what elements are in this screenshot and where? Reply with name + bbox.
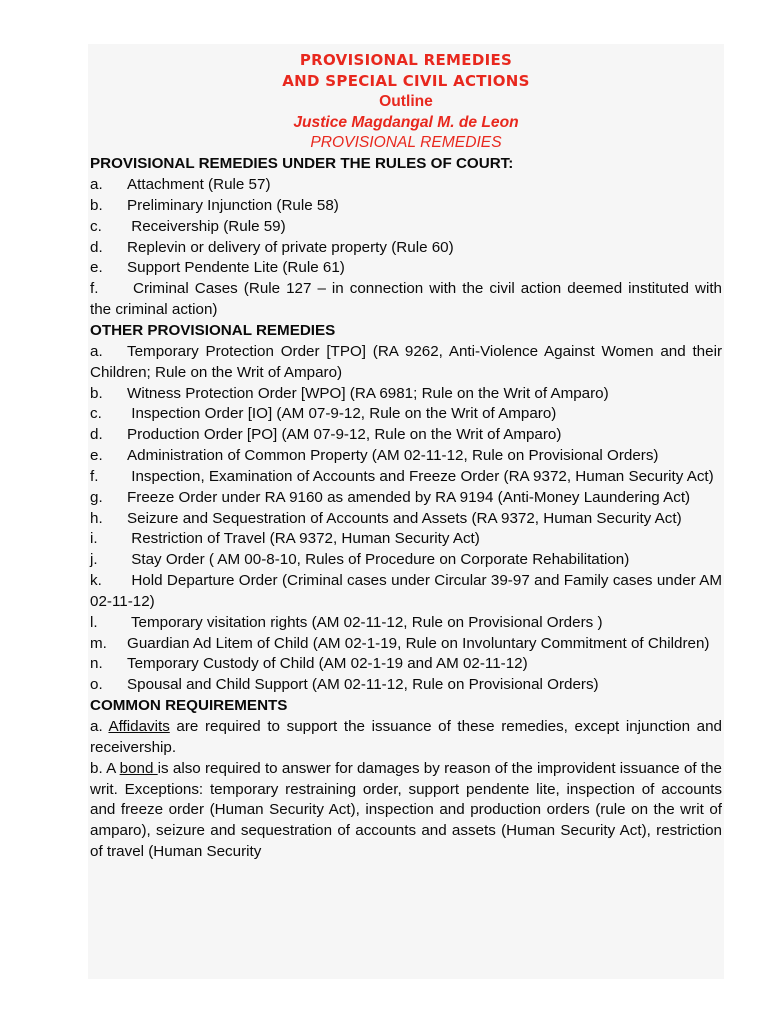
list-item-label: d. <box>90 238 103 256</box>
list-item-text: Replevin or delivery of private property (Rule 60) <box>127 238 454 256</box>
list-item <box>90 279 722 321</box>
list-item-label: a. <box>90 176 103 194</box>
document-content <box>90 50 722 863</box>
outline-label: Outline <box>379 92 433 110</box>
list-item <box>90 258 722 279</box>
list-item-label: i. <box>90 530 98 548</box>
list-item-text: Freeze Order under RA 9160 as amended by RA 9194 (Anti-Money Laundering Act) <box>127 488 691 506</box>
list-item <box>90 634 722 655</box>
list-item <box>90 488 722 509</box>
requirement-text: are required to support the issuance of these remedies, except injunction and receivership. <box>90 718 722 756</box>
list-item <box>90 175 722 196</box>
list-item <box>90 571 722 613</box>
title-line-1: PROVISIONAL REMEDIES <box>299 51 513 69</box>
bond-term: bond <box>119 759 158 777</box>
list-item-text: Temporary visitation rights (AM 02-11-12, Rule on Provisional Orders ) <box>127 613 603 631</box>
list-item-text: Criminal Cases (Rule 127 – in connection with the civil action deemed instituted with the criminal action) <box>90 280 722 319</box>
section-heading-other-remedies: OTHER PROVISIONAL REMEDIES <box>90 321 336 339</box>
list-item-text: Seizure and Sequestration of Accounts and Assets (RA 9372, Human Security Act) <box>127 509 682 527</box>
list-item <box>90 342 722 384</box>
list-item-text: Production Order [PO] (AM 07-9-12, Rule on the Writ of Amparo) <box>127 426 562 444</box>
list-item <box>90 675 722 696</box>
list-item <box>90 446 722 467</box>
subtitle-line: PROVISIONAL REMEDIES <box>310 134 502 152</box>
list-item-label: b. <box>90 384 103 402</box>
list-item-text: Stay Order ( AM 00-8-10, Rules of Procedure on Corporate Rehabilitation) <box>127 551 630 569</box>
list-item-label: c. <box>90 217 102 235</box>
list-item-label: l. <box>90 613 98 631</box>
list-item-text: Temporary Protection Order [TPO] (RA 9262, Anti-Violence Against Women and their Children; Rule on the Writ of Amparo) <box>90 342 722 381</box>
document-page <box>88 44 724 979</box>
requirement-bond <box>90 759 722 863</box>
list-item-label: j. <box>90 551 98 569</box>
list-item-text: Administration of Common Property (AM 02-11-12, Rule on Provisional Orders) <box>127 447 659 465</box>
list-item-label: f. <box>90 467 99 485</box>
list-item-text: Witness Protection Order [WPO] (RA 6981; Rule on the Writ of Amparo) <box>127 384 609 402</box>
list-item <box>90 550 722 571</box>
list-item <box>90 613 722 634</box>
requirement-text: is also required to answer for damages by reason of the improvident issuance of the writ. Exceptions: temporary restraining order, support pendente lite, inspection of accounts and freeze order (Human Security Act), inspection and production orders (rule on the writ of amparo), seizure and sequestration of accounts and assets (Human Security Act), restriction of travel (Human Security <box>90 759 723 861</box>
list-item-text: Preliminary Injunction (Rule 58) <box>127 196 339 214</box>
list-item <box>90 238 722 259</box>
list-item-label: e. <box>90 447 103 465</box>
other-remedies-list <box>90 342 722 696</box>
list-item <box>90 529 722 550</box>
list-item-text: Temporary Custody of Child (AM 02-1-19 and AM 02-11-12) <box>127 655 528 673</box>
list-item-text: Guardian Ad Litem of Child (AM 02-1-19, Rule on Involuntary Commitment of Children) <box>127 634 710 652</box>
list-item <box>90 384 722 405</box>
rules-of-court-list <box>90 175 722 321</box>
list-item-label: d. <box>90 426 103 444</box>
list-item-text: Restriction of Travel (RA 9372, Human Security Act) <box>127 530 480 548</box>
requirement-prefix: a. <box>90 718 109 735</box>
list-item-label: o. <box>90 676 103 694</box>
list-item <box>90 404 722 425</box>
list-item-text: Hold Departure Order (Criminal cases under Circular 39-97 and Family cases under AM 02-11-12) <box>90 572 722 610</box>
list-item-text: Inspection, Examination of Accounts and Freeze Order (RA 9372, Human Security Act) <box>127 467 714 485</box>
list-item <box>90 509 722 530</box>
list-item-label: c. <box>90 405 102 423</box>
list-item <box>90 467 722 488</box>
author-line: Justice Magdangal M. de Leon <box>293 113 519 131</box>
list-item-label: m. <box>90 634 107 652</box>
section-heading-common-requirements: COMMON REQUIREMENTS <box>90 697 288 715</box>
list-item <box>90 196 722 217</box>
title-line-2: AND SPECIAL CIVIL ACTIONS <box>282 71 530 90</box>
list-item-text: Support Pendente Lite (Rule 61) <box>127 259 345 277</box>
list-item-text: Attachment (Rule 57) <box>127 176 271 194</box>
list-item-label: e. <box>90 259 103 277</box>
list-item-label: h. <box>90 509 103 527</box>
list-item-label: k. <box>90 572 102 590</box>
list-item-text: Receivership (Rule 59) <box>127 217 286 235</box>
list-item-label: f. <box>90 280 99 298</box>
requirement-affidavits <box>90 717 722 759</box>
list-item <box>90 654 722 675</box>
list-item-label: a. <box>90 342 103 360</box>
list-item <box>90 217 722 238</box>
list-item-text: Spousal and Child Support (AM 02-11-12, Rule on Provisional Orders) <box>127 676 599 694</box>
list-item-label: n. <box>90 655 103 673</box>
list-item-label: g. <box>90 488 103 506</box>
list-item-label: b. <box>90 196 103 214</box>
list-item-text: Inspection Order [IO] (AM 07-9-12, Rule on the Writ of Amparo) <box>127 405 557 423</box>
requirement-prefix: b. A <box>90 759 120 777</box>
affidavits-term: Affidavits <box>108 718 170 735</box>
list-item <box>90 425 722 446</box>
section-heading-rules-of-court: PROVISIONAL REMEDIES UNDER THE RULES OF COURT: <box>90 155 514 173</box>
